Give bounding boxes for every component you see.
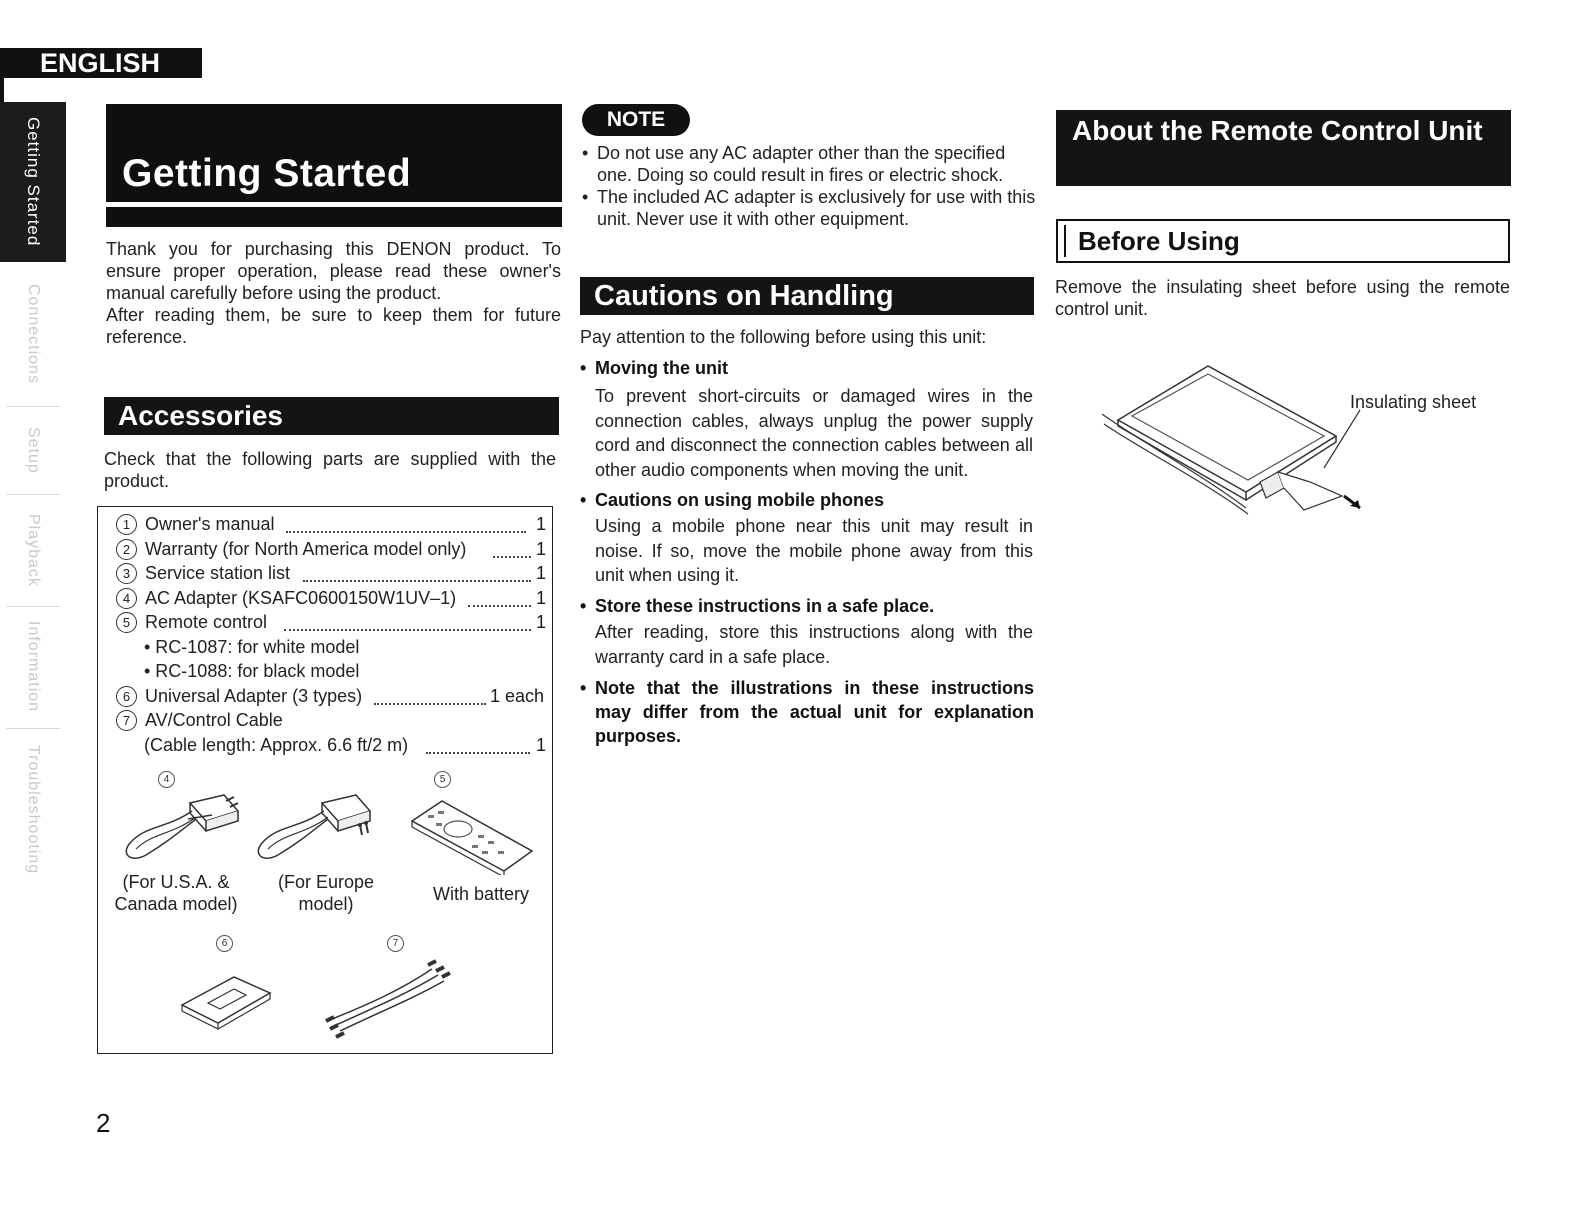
- side-nav-label: Connections: [25, 284, 42, 384]
- figure-number: 5: [434, 771, 451, 788]
- item-qty: 1: [536, 514, 547, 534]
- caution-heading-text: Moving the unit: [595, 358, 728, 378]
- remote-title: About the Remote Control Unit: [1072, 115, 1483, 146]
- before-using-title: Before Using: [1078, 226, 1240, 256]
- item-label: Owner's manual: [145, 514, 275, 534]
- side-nav-information[interactable]: [0, 608, 66, 726]
- page-number: 2: [96, 1108, 111, 1138]
- figure-number: 6: [216, 935, 233, 952]
- accessories-intro: Check that the following parts are supplied with the product.: [104, 449, 556, 491]
- leader-dots: [468, 605, 531, 607]
- side-nav-label: Setup: [25, 426, 42, 474]
- before-using-header: [1056, 219, 1510, 263]
- remote-insulating-sheet-illustration: [1098, 350, 1378, 516]
- caution-heading: [580, 676, 1034, 748]
- language-tab-rule: [0, 78, 4, 102]
- note-item: [582, 186, 1037, 230]
- language-tab: ENGLISH: [0, 48, 202, 78]
- bullet: •: [580, 678, 587, 698]
- bullet: •: [580, 358, 587, 378]
- list-item: [116, 562, 290, 584]
- bullet: •: [580, 490, 587, 510]
- caution-body: Using a mobile phone near this unit may result in noise. If so, move the mobile phone away from this unit when using it.: [595, 516, 1033, 585]
- side-nav-divider: [6, 606, 60, 607]
- note-text: The included AC adapter is exclusively for use with this unit. Never use it with other equipment.: [597, 187, 1036, 229]
- sub-item: • RC-1087: for white model: [144, 637, 360, 657]
- circled-number: 5: [116, 612, 137, 633]
- caution-heading: [580, 594, 1034, 618]
- caption-europe: (For Europe model): [277, 872, 375, 914]
- caution-body: To prevent short-circuits or damaged wires in the connection cables, always unplug the power supply cord and disconnect the connection cables between all other audio components when moving the unit.: [595, 386, 1033, 480]
- circled-number: 3: [116, 563, 137, 584]
- list-item: [116, 685, 362, 707]
- item-qty: 1: [536, 563, 547, 583]
- note-item: [582, 142, 1037, 186]
- caution-heading-text: Note that the illustrations in these instructions may differ from the actual unit for explanation purposes.: [595, 678, 1034, 746]
- before-using-frame: [1064, 225, 1502, 257]
- caption-battery: With battery: [432, 884, 530, 904]
- leader-dots: [286, 531, 526, 533]
- before-using-text: Remove the insulating sheet before using the remote control unit.: [1055, 277, 1510, 319]
- caption-usa: (For U.S.A. & Canada model): [114, 872, 238, 914]
- caution-heading-text: Store these instructions in a safe place.: [595, 596, 935, 616]
- leader-dots: [303, 580, 531, 582]
- circled-number: 4: [116, 588, 137, 609]
- side-nav: [0, 102, 66, 902]
- cautions-title: Cautions on Handling: [594, 280, 894, 312]
- list-item: [116, 513, 275, 535]
- caution-heading: [580, 488, 1034, 512]
- circled-number: 2: [116, 539, 137, 560]
- figure-number: 7: [387, 935, 404, 952]
- list-item: [116, 611, 267, 633]
- side-nav-divider: [6, 406, 60, 407]
- side-nav-playback[interactable]: [0, 496, 66, 604]
- circled-number: 6: [116, 686, 137, 707]
- item-label: Universal Adapter (3 types): [145, 686, 363, 706]
- caution-heading: [580, 356, 1034, 380]
- figure-number: 4: [158, 771, 175, 788]
- bullet: •: [582, 187, 589, 207]
- accessories-header: [104, 397, 559, 435]
- note-text: Do not use any AC adapter other than the specified one. Doing so could result in fires or electric shock.: [597, 143, 1006, 185]
- item-label: Warranty (for North America model only): [145, 539, 467, 559]
- item-label: AC Adapter (KSAFC0600150W1UV–1): [145, 588, 457, 608]
- getting-started-title: Getting Started: [122, 152, 412, 195]
- side-nav-divider: [6, 494, 60, 495]
- item-qty: 1: [536, 612, 547, 632]
- getting-started-rule: [106, 207, 562, 227]
- leader-dots: [426, 752, 530, 754]
- circled-number: 1: [116, 514, 137, 535]
- item-qty: 1: [536, 539, 547, 559]
- intro-paragraph: Thank you for purchasing this DENON product. To ensure proper operation, please read these owner's manual carefully before using the product.: [106, 239, 561, 303]
- side-nav-divider: [6, 728, 60, 729]
- item-qty: 1: [536, 588, 547, 608]
- remote-control-illustration: [408, 795, 538, 875]
- ac-adapter-europe-illustration: [248, 789, 378, 869]
- list-item: [116, 587, 456, 609]
- cautions-intro: Pay attention to the following before using this unit:: [580, 327, 987, 347]
- side-nav-label: Playback: [25, 513, 42, 587]
- universal-adapter-illustration: [176, 969, 276, 1033]
- side-nav-label: Information: [25, 621, 42, 713]
- item-label: Remote control: [145, 612, 268, 632]
- side-nav-label: Troubleshooting: [25, 745, 42, 875]
- bullet: •: [580, 596, 587, 616]
- sub-item: • RC-1088: for black model: [144, 661, 360, 681]
- accessories-title: Accessories: [118, 400, 284, 431]
- list-item: [116, 538, 466, 560]
- leader-dots: [374, 703, 486, 705]
- item-qty: 1 each: [490, 686, 545, 706]
- leader-dots: [284, 629, 531, 631]
- insulating-sheet-label: Insulating sheet: [1350, 392, 1477, 412]
- bullet: •: [582, 143, 589, 163]
- side-nav-getting-started[interactable]: [0, 102, 66, 262]
- side-nav-setup[interactable]: [0, 408, 66, 492]
- av-cable-illustration: [312, 959, 462, 1043]
- side-nav-connections[interactable]: [0, 264, 66, 404]
- side-nav-troubleshooting[interactable]: [0, 730, 66, 890]
- cautions-header: [580, 277, 1034, 315]
- item-label: Service station list: [145, 563, 291, 583]
- list-item: [116, 709, 283, 731]
- ac-adapter-usa-illustration: [116, 789, 246, 869]
- caution-heading-text: Cautions on using mobile phones: [595, 490, 885, 510]
- circled-number: 7: [116, 710, 137, 731]
- accessories-list-box: [97, 506, 553, 1054]
- item-label: AV/Control Cable: [145, 710, 283, 730]
- side-nav-label: Getting Started: [24, 117, 43, 247]
- item-qty: 1: [536, 735, 547, 755]
- intro-paragraph-2: After reading them, be sure to keep them for future reference.: [106, 305, 561, 347]
- leader-dots: [493, 556, 531, 558]
- remote-header: [1056, 110, 1511, 186]
- note-label: NOTE: [582, 104, 690, 136]
- cable-length: (Cable length: Approx. 6.6 ft/2 m): [144, 735, 409, 755]
- caution-body: After reading, store this instructions along with the warranty card in a safe place.: [595, 622, 1033, 667]
